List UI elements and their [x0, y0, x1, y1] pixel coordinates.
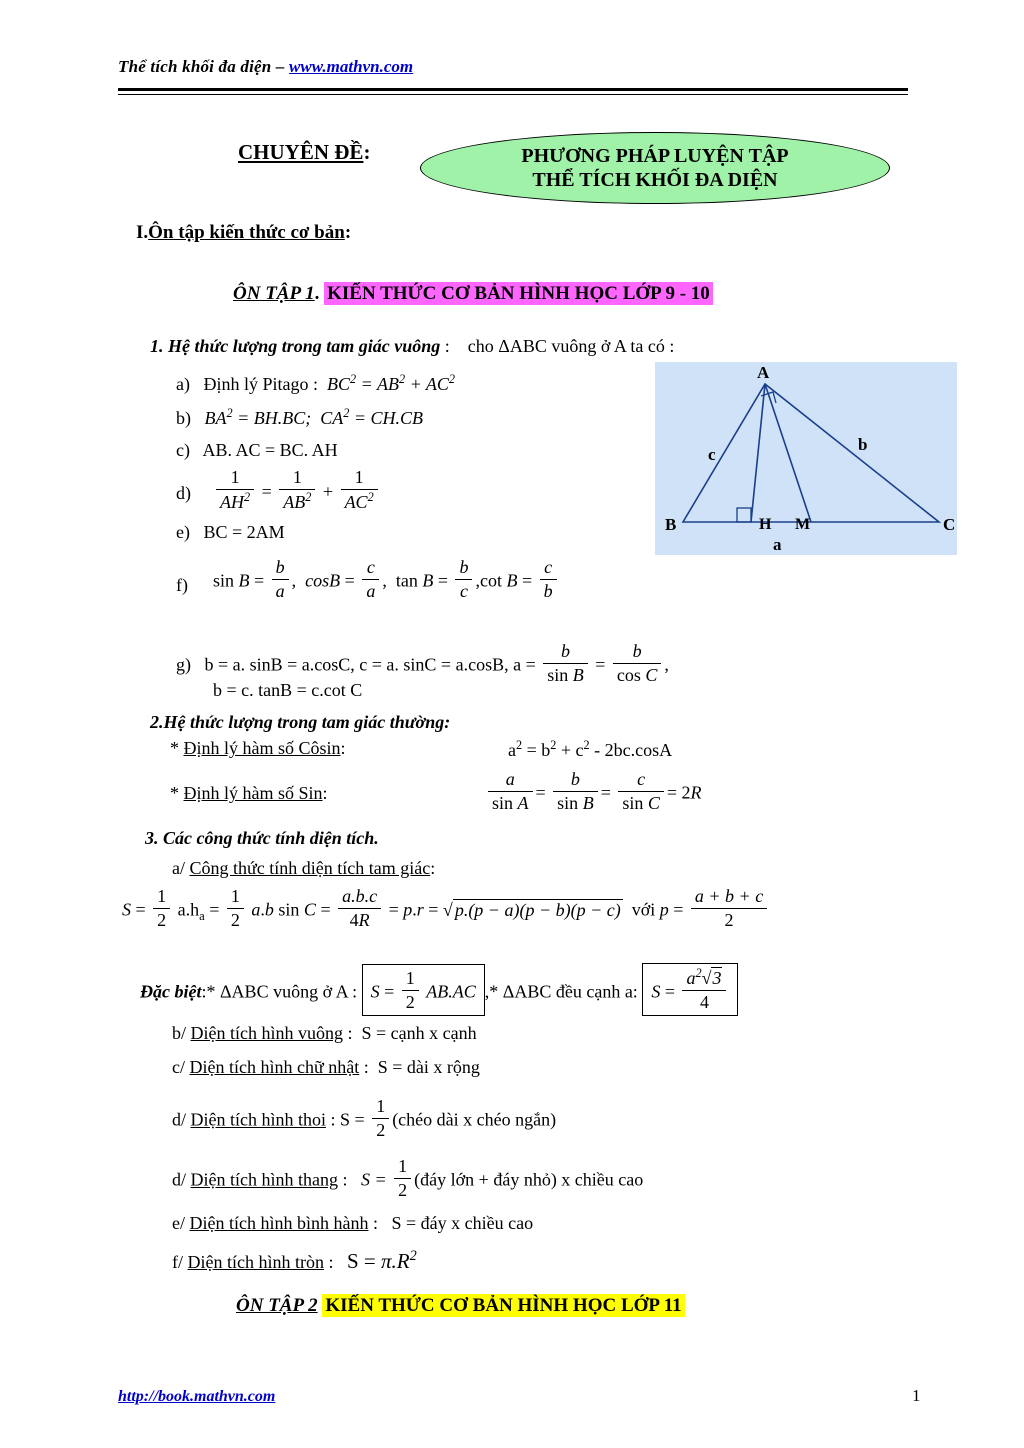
- ontap2-title: KIẾN THỨC CƠ BẢN HÌNH HỌC LỚP 11: [322, 1294, 684, 1317]
- right-triangle-area-box: S = $\frac{1}{2}$ AB.AC: [362, 964, 485, 1016]
- rhombus-area-post: (chéo dài x chéo ngắn): [392, 1109, 557, 1130]
- item-f-label: f): [176, 575, 188, 595]
- header-divider: [118, 88, 908, 95]
- part3-f: f/ Diện tích hình tròn : $S = \pi.R^2$: [172, 1248, 417, 1273]
- part3-e: e/ Diện tích hình bình hành : S = đáy x chiều cao: [172, 1213, 534, 1233]
- svg-text:a: a: [773, 535, 782, 554]
- equilateral-triangle-area-box: S = $\frac{a^2√3}{4}$: [642, 963, 738, 1016]
- svg-text:M: M: [795, 516, 811, 533]
- item-g-text2: b = c. tanB = c.cot C: [213, 680, 363, 700]
- item-e: [176, 522, 285, 543]
- circle-area-label: Diện tích hình tròn: [187, 1252, 324, 1272]
- ontap1-title: KIẾN THỨC CƠ BẢN HÌNH HỌC LỚP 9 - 10: [324, 282, 713, 305]
- item-a-label: a): [176, 374, 190, 394]
- item-d: [176, 483, 191, 504]
- trapezoid-area-label: Diện tích hình thang: [190, 1169, 338, 1190]
- item-a-text: Định lý Pitago :: [203, 374, 318, 394]
- ontap1-heading: [233, 283, 713, 305]
- item-d-formula: $\frac{1}{AH^2}$ = $\frac{1}{AB^2}$ + $\frac{1}{AC^2}$: [213, 466, 381, 513]
- item-a-formula: $BC^2 = AB^2 + AC^2$: [322, 372, 456, 394]
- voi-label: với: [631, 899, 656, 920]
- part2-sin-formula: $\frac{a}{\text{sin A}}$ = $\frac{b}{\text{sin B}}$ = $\frac{c}{\text{sin C}}$ = 2R: [485, 768, 702, 814]
- sin-law-label: Định lý hàm số Sin: [183, 783, 323, 803]
- item-b: [176, 406, 423, 429]
- part3-c: c/ Diện tích hình chữ nhật : S = dài x rộng: [172, 1057, 480, 1077]
- rhombus-area-pre: S =: [340, 1109, 365, 1130]
- section-i-label: Ôn tập kiến thức cơ bản: [148, 222, 345, 243]
- chuyen-de-colon: :: [363, 140, 371, 164]
- page-number: 1: [912, 1386, 921, 1405]
- ontap2-heading: [236, 1295, 685, 1317]
- section-i-colon: :: [344, 222, 352, 243]
- item-e-label: e): [176, 522, 190, 542]
- chuyen-de-text: CHUYÊN ĐỀ: [238, 140, 364, 164]
- part2-sin-label: * Định lý hàm số Sin:: [170, 783, 328, 803]
- item-a: [176, 372, 455, 395]
- part1-title: 1. Hệ thức lượng trong tam giác vuông: [150, 336, 441, 356]
- part3-heading: 3. Các công thức tính diện tích.: [145, 828, 379, 848]
- item-g: g) b = a. sinB = a.cosC, c = a. sinC = a.cosB, a = $\frac{b}{\text{sin B}}$ = $\frac{b}{\text{cos C}}$ ,: [176, 641, 669, 685]
- dacbiet-label: Đặc biệt: [140, 981, 202, 1002]
- part2-cosin-formula: $a^2 = b^2 + c^2 - 2bc.\cos A$: [508, 738, 673, 760]
- section-i-number: I.: [136, 222, 149, 243]
- right-triangle-figure: [655, 362, 957, 555]
- svg-text:H: H: [759, 516, 772, 533]
- svg-text:C: C: [943, 515, 956, 534]
- square-area-text: S = cạnh x cạnh: [361, 1023, 477, 1043]
- item-f-formula: sin B = $\frac{b}{a}$ , cosB = $\frac{c}{a}$ , tan B = $\frac{b}{c}$ ,cot B = $\frac{c}{b}$: [213, 556, 560, 602]
- part1-intro: cho ΔABC vuông ở A ta có :: [467, 336, 675, 356]
- footer-link[interactable]: http://book.mathvn.com: [118, 1388, 276, 1405]
- item-b-label: b): [176, 408, 191, 428]
- svg-text:b: b: [858, 435, 868, 454]
- title-line-2: THỂ TÍCH KHỐI ĐA DIỆN: [532, 169, 778, 191]
- part2-cosin-label: * Định lý hàm số Côsin:: [170, 738, 346, 758]
- item-g-text1: b = a. sinB = a.cosC, c = a. sinC = a.cosB, a =: [204, 654, 536, 675]
- part3-a-formula: S = $\frac{1}{2}$ $a.h_a$ = $\frac{1}{2}$ a.b sin C = $\frac{a.b.c}{4R}$ = p.r = √ p.(p − a)(p − b)(p − c) với p = $\frac{a + b + c}{2}$: [122, 885, 770, 931]
- title-ellipse: [420, 132, 890, 204]
- trapezoid-area-pre: S =: [361, 1169, 387, 1190]
- part3-b: b/ Diện tích hình vuông : S = cạnh x cạnh: [172, 1023, 477, 1043]
- part1-heading: [150, 336, 674, 357]
- item-c-label: c): [176, 440, 190, 460]
- part3-d1: d/ Diện tích hình thoi : S = $\frac{1}{2}$ (chéo dài x chéo ngắn): [172, 1096, 557, 1140]
- chuyen-de-label: [238, 140, 370, 165]
- dacbiet-text1: :* ΔABC vuông ở A :: [201, 981, 358, 1002]
- svg-text:A: A: [757, 363, 770, 382]
- part3-d2: d/ Diện tích hình thang : S = $\frac{1}{2}$ (đáy lớn + đáy nhỏ) x chiều cao: [172, 1156, 644, 1200]
- item-c-text: AB. AC = BC. AH: [202, 440, 338, 460]
- ontap2-label: ÔN TẬP 2: [236, 1295, 318, 1316]
- item-b-formula: $BA^2 = BH.BC$; $CA^2 = CH.CB$: [204, 406, 424, 428]
- header-website-link[interactable]: www.mathvn.com: [289, 57, 414, 76]
- svg-text:c: c: [708, 445, 716, 464]
- item-f: [176, 575, 188, 596]
- ontap1-dot: .: [314, 283, 320, 304]
- part3-a-label: a/ Công thức tính diện tích tam giác:: [172, 858, 436, 878]
- triangle-svg: [655, 362, 957, 555]
- title-line-1: PHƯƠNG PHÁP LUYỆN TẬP: [521, 144, 789, 167]
- parallelogram-area-text: S = đáy x chiều cao: [391, 1213, 534, 1233]
- part3-dacbiet: [140, 963, 738, 1016]
- page-header: [118, 57, 908, 77]
- circle-area-formula: $S = \pi.R^2$: [347, 1248, 417, 1273]
- ontap1-label: ÔN TẬP 1: [233, 283, 315, 304]
- item-g-frac1: $\frac{b}{\text{sin B}}$: [543, 640, 588, 686]
- triangle-area-label: Công thức tính diện tích tam giác: [189, 858, 431, 878]
- square-area-label: Diện tích hình vuông: [190, 1023, 343, 1043]
- header-title: Thể tích khối đa diện –: [118, 57, 290, 76]
- part1-colon: :: [444, 336, 450, 356]
- rhombus-area-label: Diện tích hình thoi: [190, 1109, 326, 1130]
- cosin-law-label: Định lý hàm số Côsin: [183, 738, 341, 758]
- item-e-text: BC = 2AM: [203, 522, 285, 542]
- item-g-label: g): [176, 654, 191, 675]
- rectangle-area-text: S = dài x rộng: [377, 1057, 480, 1077]
- part2-heading: 2.Hệ thức lượng trong tam giác thường:: [150, 712, 451, 732]
- item-c: [176, 440, 338, 461]
- rectangle-area-label: Diện tích hình chữ nhật: [189, 1057, 360, 1077]
- parallelogram-area-label: Diện tích hình bình hành: [189, 1213, 369, 1233]
- dacbiet-text2: ,* ΔABC đều cạnh a:: [484, 981, 638, 1002]
- item-g-frac2: $\frac{b}{\text{cos C}}$: [613, 640, 662, 686]
- section-i-heading: [136, 222, 351, 244]
- svg-text:B: B: [665, 515, 677, 534]
- trapezoid-area-post: (đáy lớn + đáy nhỏ) x chiều cao: [414, 1169, 644, 1190]
- item-d-label: d): [176, 483, 191, 503]
